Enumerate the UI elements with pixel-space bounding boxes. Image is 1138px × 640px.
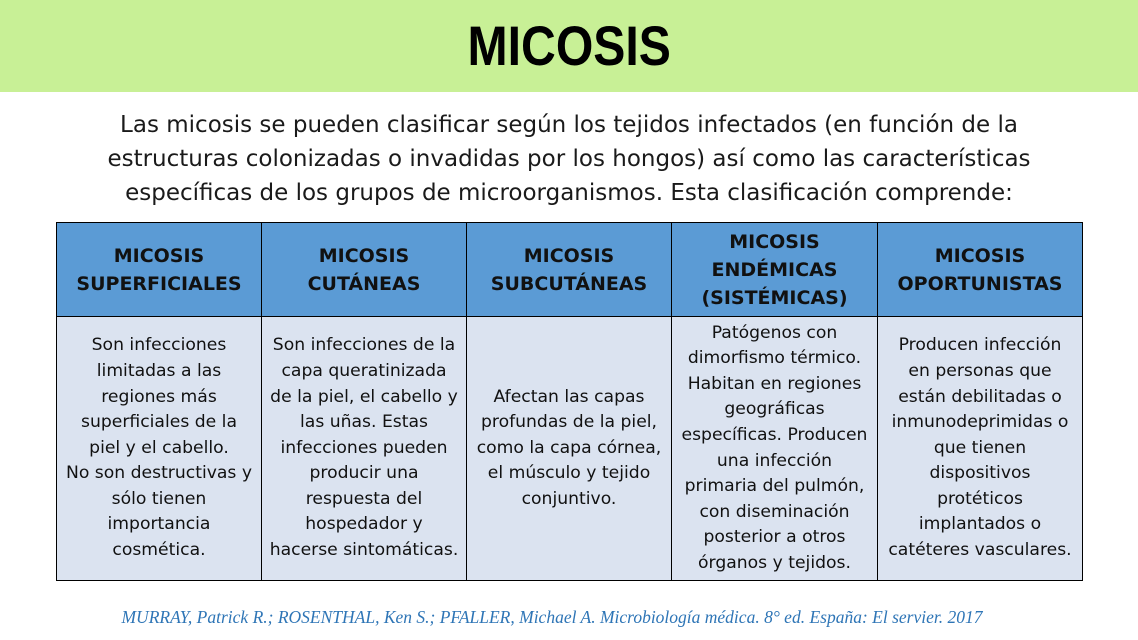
classification-table bbox=[56, 222, 1083, 581]
table-row bbox=[57, 317, 1083, 581]
cell-line: el músculo y tejido bbox=[487, 463, 651, 484]
cell-line: producir una bbox=[309, 463, 419, 484]
header-superficiales bbox=[57, 223, 262, 317]
header-line: MICOSIS bbox=[934, 244, 1026, 267]
cell-cutaneas bbox=[262, 317, 467, 581]
intro-line: específicas de los grupos de microorganismos. Esta clasificación comprende: bbox=[125, 180, 1013, 206]
header-line: MICOSIS bbox=[523, 244, 615, 267]
header-endemicas bbox=[672, 223, 878, 317]
header-subcutaneas bbox=[467, 223, 672, 317]
cell-line: órganos y tejidos. bbox=[698, 552, 851, 573]
cell-line: Son infecciones de la bbox=[272, 335, 456, 356]
cell-line: catéteres vasculares. bbox=[888, 540, 1072, 561]
intro-line: estructuras colonizadas o invadidas por los hongos) así como las características bbox=[107, 146, 1031, 172]
table-header-row bbox=[57, 223, 1083, 317]
cell-line: específicas. Producen bbox=[681, 424, 868, 445]
cell-line: protéticos bbox=[937, 488, 1023, 509]
cell-line: Producen infección bbox=[898, 335, 1062, 356]
header-cutaneas bbox=[262, 223, 467, 317]
header-line: OPORTUNISTAS bbox=[897, 272, 1063, 295]
cell-line: limitadas a las bbox=[96, 360, 222, 381]
cell-line: posterior a otros bbox=[703, 527, 846, 548]
cell-line: profundas de la piel, bbox=[480, 412, 658, 433]
cell-line: implantados o bbox=[918, 514, 1042, 535]
header-line: (SISTÉMICAS) bbox=[701, 286, 848, 309]
cell-line: hacerse sintomáticas. bbox=[269, 540, 459, 561]
header-line: SUBCUTÁNEAS bbox=[490, 272, 648, 295]
cell-line: como la capa córnea, bbox=[476, 437, 662, 458]
cell-line: capa queratinizada bbox=[281, 360, 447, 381]
cell-line: sólo tienen bbox=[111, 488, 207, 509]
header-line: CUTÁNEAS bbox=[307, 272, 421, 295]
header-oportunistas bbox=[878, 223, 1083, 317]
cell-line: en personas que bbox=[908, 360, 1052, 381]
cell-line: que tienen bbox=[933, 437, 1027, 458]
cell-endemicas bbox=[672, 317, 878, 581]
header-line: MICOSIS bbox=[113, 244, 205, 267]
cell-line: infecciones pueden bbox=[280, 437, 448, 458]
cell-line: dispositivos bbox=[929, 463, 1031, 484]
cell-line: conjuntivo. bbox=[521, 488, 617, 509]
cell-superficiales bbox=[57, 317, 262, 581]
cell-oportunistas bbox=[878, 317, 1083, 581]
cell-line: primaria del pulmón, bbox=[684, 476, 865, 497]
cell-line: No son destructivas y bbox=[65, 463, 253, 484]
header-line: MICOSIS bbox=[729, 230, 820, 253]
header-line: SUPERFICIALES bbox=[76, 272, 242, 295]
intro-line: Las micosis se pueden clasificar según los tejidos infectados (en función de la bbox=[120, 112, 1018, 138]
cell-line: Patógenos con bbox=[711, 322, 838, 343]
title-banner bbox=[0, 0, 1138, 92]
cell-line: Afectan las capas bbox=[493, 386, 645, 407]
cell-line: con diseminación bbox=[699, 501, 850, 522]
page-title: MICOSIS bbox=[467, 14, 671, 77]
header-line: ENDÉMICAS bbox=[711, 258, 838, 281]
intro-paragraph bbox=[60, 108, 1078, 210]
cell-line: piel y el cabello. bbox=[89, 437, 229, 458]
cell-line: cosmética. bbox=[112, 540, 206, 561]
cell-line: regiones más bbox=[101, 386, 217, 407]
cell-line: geográficas bbox=[724, 399, 825, 420]
header-line: MICOSIS bbox=[318, 244, 410, 267]
cell-line: superficiales de la bbox=[80, 412, 237, 433]
cell-line: importancia bbox=[107, 514, 211, 535]
cell-line: Son infecciones bbox=[91, 335, 227, 356]
cell-line: las uñas. Estas bbox=[300, 412, 428, 433]
citation: MURRAY, Patrick R.; ROSENTHAL, Ken S.; PFALLER, Michael A. Microbiología médica. 8° ed. España: El servier. 2017 bbox=[121, 607, 983, 627]
cell-line: están debilitadas o bbox=[898, 386, 1062, 407]
cell-line: Habitan en regiones bbox=[687, 373, 862, 394]
cell-subcutaneas bbox=[467, 317, 672, 581]
cell-line: respuesta del bbox=[305, 488, 423, 509]
cell-line: hospedador y bbox=[305, 514, 423, 535]
cell-line: dimorfismo térmico. bbox=[687, 348, 862, 369]
cell-line: de la piel, el cabello y bbox=[270, 386, 458, 407]
cell-line: una infección bbox=[716, 450, 833, 471]
cell-line: inmunodeprimidas o bbox=[891, 412, 1069, 433]
